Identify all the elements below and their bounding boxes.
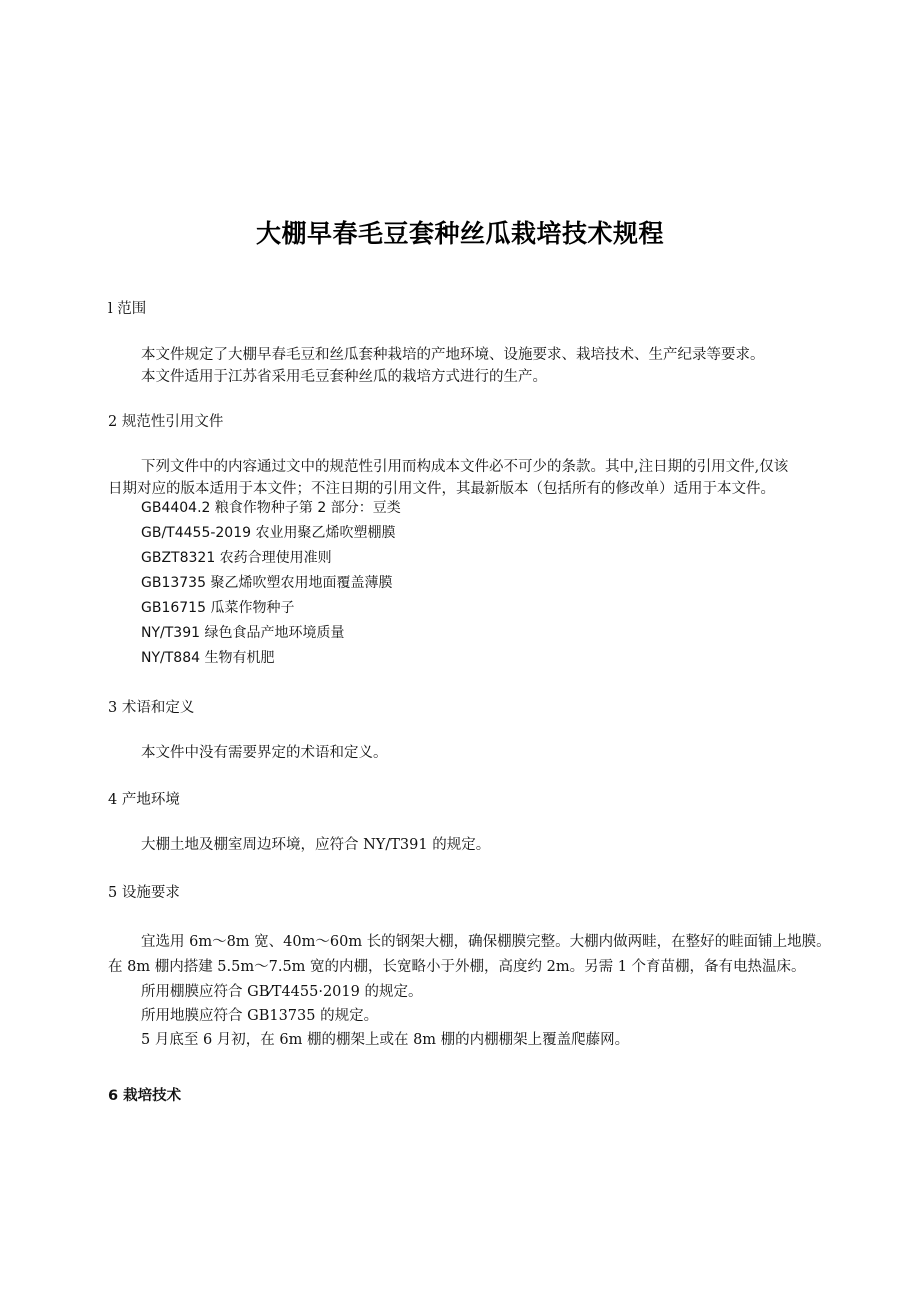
reference-item: GB13735 聚乙烯吹塑农用地面覆盖薄膜: [141, 575, 393, 591]
section-5-paragraph-3: 所用地膜应符合 GB13735 的规定。: [141, 1008, 379, 1024]
reference-item: GB/T4455-2019 农业用聚乙烯吹塑棚膜: [141, 525, 396, 541]
section-5-paragraph-4: 5 月底至 6 月初，在 6m 棚的棚架上或在 8m 棚的内棚棚架上覆盖爬藤网。: [141, 1032, 630, 1048]
reference-item: GB4404.2 粮食作物种子第 2 部分：豆类: [141, 500, 401, 516]
section-5-heading: 5 设施要求: [108, 885, 180, 901]
section-2-heading: 2 规范性引用文件: [108, 414, 224, 430]
section-2-paragraph-line-1: 下列文件中的内容通过文中的规范性引用而构成本文件必不可少的条款。其中,注日期的引用文件,仅该: [141, 459, 789, 475]
section-1-paragraph-2: 本文件适用于江苏省采用毛豆套种丝瓜的栽培方式进行的生产。: [141, 369, 547, 385]
reference-item: GBZT8321 农药合理使用准则: [141, 550, 332, 566]
section-1-paragraph-1: 本文件规定了大棚早春毛豆和丝瓜套种栽培的产地环境、设施要求、栽培技术、生产纪录等要求。: [141, 347, 765, 363]
section-4-paragraph-1: 大棚土地及棚室周边环境，应符合 NY/T391 的规定。: [141, 837, 491, 853]
reference-item: NY/T391 绿色食品产地环境质量: [141, 625, 345, 641]
reference-item: GB16715 瓜菜作物种子: [141, 600, 295, 616]
section-5-paragraph-2: 所用棚膜应符合 GB⁄T4455·2019 的规定。: [141, 984, 423, 1000]
section-6-heading: 6 栽培技术: [108, 1088, 182, 1104]
section-3-paragraph-1: 本文件中没有需要界定的术语和定义。: [141, 745, 388, 761]
section-4-heading: 4 产地环境: [108, 792, 180, 808]
section-5-paragraph-line-2: 在 8m 棚内搭建 5.5m～7.5m 宽的内棚，长宽略小于外棚，高度约 2m。另需 1 个育苗棚，备有电热温床。: [108, 959, 806, 975]
section-3-heading: 3 术语和定义: [108, 700, 195, 716]
section-5-paragraph-line-1: 宜选用 6m～8m 宽、40m～60m 长的钢架大棚，确保棚膜完整。大棚内做两畦，在整好的畦面铺上地膜。: [141, 934, 831, 950]
document-title: 大棚早春毛豆套种丝瓜栽培技术规程: [255, 219, 664, 248]
section-1-heading: l 范围: [108, 301, 147, 317]
section-2-paragraph-line-2: 日期对应的版本适用于本文件；不注日期的引用文件，其最新版本（包括所有的修改单）适用于本文件。: [108, 481, 775, 497]
reference-item: NY/T884 生物有机肥: [141, 650, 275, 666]
